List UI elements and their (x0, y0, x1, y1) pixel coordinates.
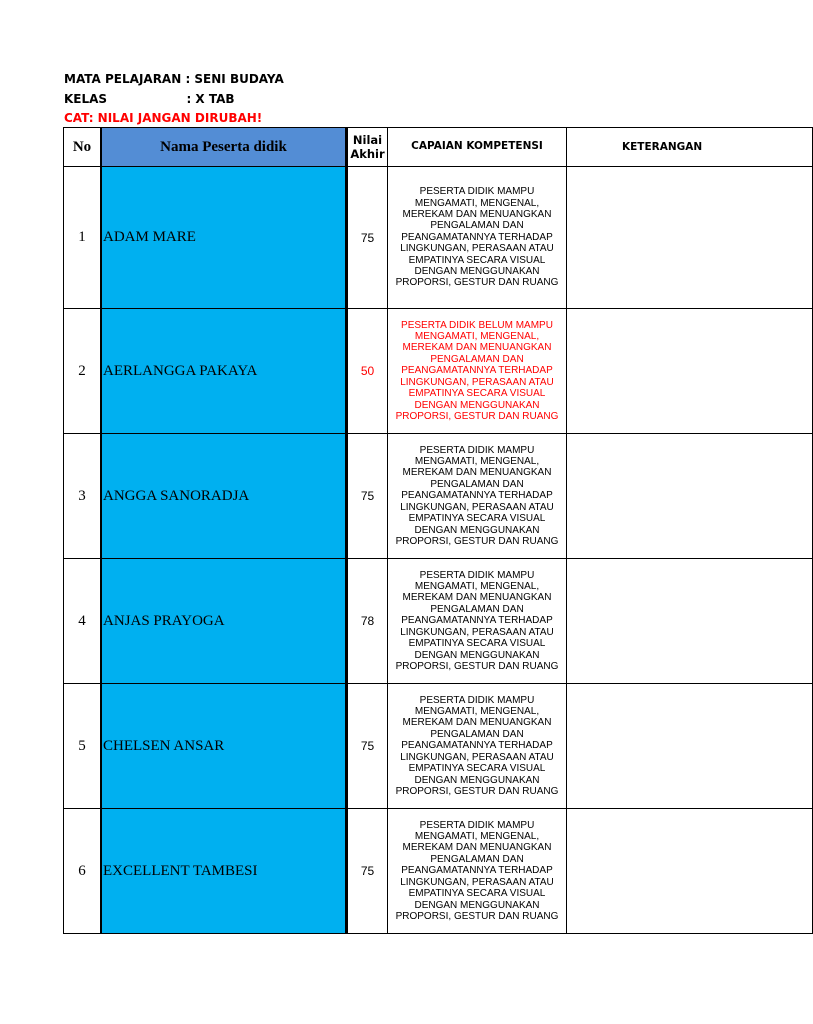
student-name (101, 434, 347, 559)
student-name (101, 684, 347, 809)
competency-text (388, 684, 567, 809)
row-number (64, 559, 102, 684)
competency-text-text: PESERTA DIDIK MAMPU MENGAMATI, MENGENAL, MEREKAM DAN MENUANGKAN PENGALAMAN DAN PEANGAMATANNYA TERHADAP LINGKUNGAN, PERASAAN ATAU EMPATINYA SECARA VISUAL DENGAN MENGGUNAKAN PROPORSI, GESTUR DAN RUANG (395, 694, 559, 797)
student-name (101, 809, 347, 934)
final-score (347, 684, 388, 809)
competency-text-text: PESERTA DIDIK BELUM MAMPU MENGAMATI, MENGENAL, MEREKAM DAN MENUANGKAN PENGALAMAN DAN PEANGAMATANNYA TERHADAP LINGKUNGAN, PERASAAN ATAU EMPATINYA SECARA VISUAL DENGAN MENGGUNAKAN PROPORSI, GESTUR DAN RUANG (395, 319, 559, 422)
row-number (64, 309, 102, 434)
student-name-text: AERLANGGA PAKAYA (103, 362, 258, 379)
student-name-text: EXCELLENT TAMBESI (103, 862, 258, 879)
student-name-text: ADAM MARE (103, 229, 196, 245)
col-header-competency: CAPAIAN KOMPETENSI (388, 128, 567, 167)
final-score-text: 75 (360, 489, 375, 503)
competency-text (388, 167, 567, 309)
table-row (64, 434, 813, 559)
remarks-cell (567, 684, 813, 809)
grades-table (63, 127, 813, 934)
table-row (64, 167, 813, 309)
row-number-text: 5 (78, 737, 86, 754)
row-number-text: 1 (78, 229, 86, 245)
col-header-remarks: KETERANGAN (567, 128, 813, 167)
final-score-text: 75 (360, 864, 375, 878)
student-name (101, 167, 347, 309)
table-row (64, 809, 813, 934)
remarks-cell (567, 167, 813, 309)
remarks-cell (567, 809, 813, 934)
table-header-row (64, 128, 813, 167)
competency-text-text: PESERTA DIDIK MAMPU MENGAMATI, MENGENAL, MEREKAM DAN MENUANGKAN PENGALAMAN DAN PEANGAMATANNYA TERHADAP LINGKUNGAN, PERASAAN ATAU EMPATINYA SECARA VISUAL DENGAN MENGGUNAKAN PROPORSI, GESTUR DAN RUANG (395, 819, 559, 922)
final-score (347, 167, 388, 309)
final-score-text: 50 (360, 364, 375, 378)
col-header-score-line2: Akhir (350, 147, 385, 161)
col-header-name: Nama Peserta didik (101, 128, 347, 167)
competency-text (388, 809, 567, 934)
class-line: KELAS : X TAB (64, 92, 235, 106)
remarks-cell (567, 434, 813, 559)
row-number-text: 6 (78, 862, 86, 879)
student-name-text: ANGGA SANORADJA (103, 487, 250, 504)
note-line: CAT: NILAI JANGAN DIRUBAH! (64, 111, 263, 125)
remarks-cell (567, 559, 813, 684)
student-name (101, 309, 347, 434)
remarks-cell (567, 309, 813, 434)
row-number (64, 809, 102, 934)
competency-text-text: PESERTA DIDIK MAMPU MENGAMATI, MENGENAL, MEREKAM DAN MENUANGKAN PENGALAMAN DAN PEANGAMATANNYA TERHADAP LINGKUNGAN, PERASAAN ATAU EMPATINYA SECARA VISUAL DENGAN MENGGUNAKAN PROPORSI, GESTUR DAN RUANG (395, 444, 559, 547)
col-header-no: No (64, 128, 102, 167)
competency-text (388, 309, 567, 434)
final-score (347, 434, 388, 559)
row-number (64, 167, 102, 309)
student-name-text: CHELSEN ANSAR (103, 737, 225, 754)
row-number-text: 3 (78, 487, 86, 504)
row-number (64, 434, 102, 559)
competency-text-text: PESERTA DIDIK MAMPU MENGAMATI, MENGENAL, MEREKAM DAN MENUANGKAN PENGALAMAN DAN PEANGAMATANNYA TERHADAP LINGKUNGAN, PERASAAN ATAU EMPATINYA SECARA VISUAL DENGAN MENGGUNAKAN PROPORSI, GESTUR DAN RUANG (395, 186, 559, 289)
competency-text (388, 559, 567, 684)
final-score-text: 75 (360, 230, 375, 245)
final-score-text: 78 (360, 614, 375, 628)
final-score (347, 309, 388, 434)
col-header-score-line1: Nilai (352, 133, 383, 147)
competency-text-text: PESERTA DIDIK MAMPU MENGAMATI, MENGENAL, MEREKAM DAN MENUANGKAN PENGALAMAN DAN PEANGAMATANNYA TERHADAP LINGKUNGAN, PERASAAN ATAU EMPATINYA SECARA VISUAL DENGAN MENGGUNAKAN PROPORSI, GESTUR DAN RUANG (395, 569, 559, 672)
table-row (64, 684, 813, 809)
table-row (64, 309, 813, 434)
student-name (101, 559, 347, 684)
col-header-score (347, 128, 388, 167)
final-score (347, 559, 388, 684)
competency-text (388, 434, 567, 559)
table-row (64, 559, 813, 684)
final-score-text: 75 (360, 739, 375, 753)
student-name-text: ANJAS PRAYOGA (103, 612, 225, 629)
row-number-text: 2 (78, 362, 86, 379)
row-number (64, 684, 102, 809)
grades-table-container (63, 127, 703, 937)
row-number-text: 4 (78, 612, 86, 629)
subject-line: MATA PELAJARAN : SENI BUDAYA (64, 72, 284, 86)
final-score (347, 809, 388, 934)
